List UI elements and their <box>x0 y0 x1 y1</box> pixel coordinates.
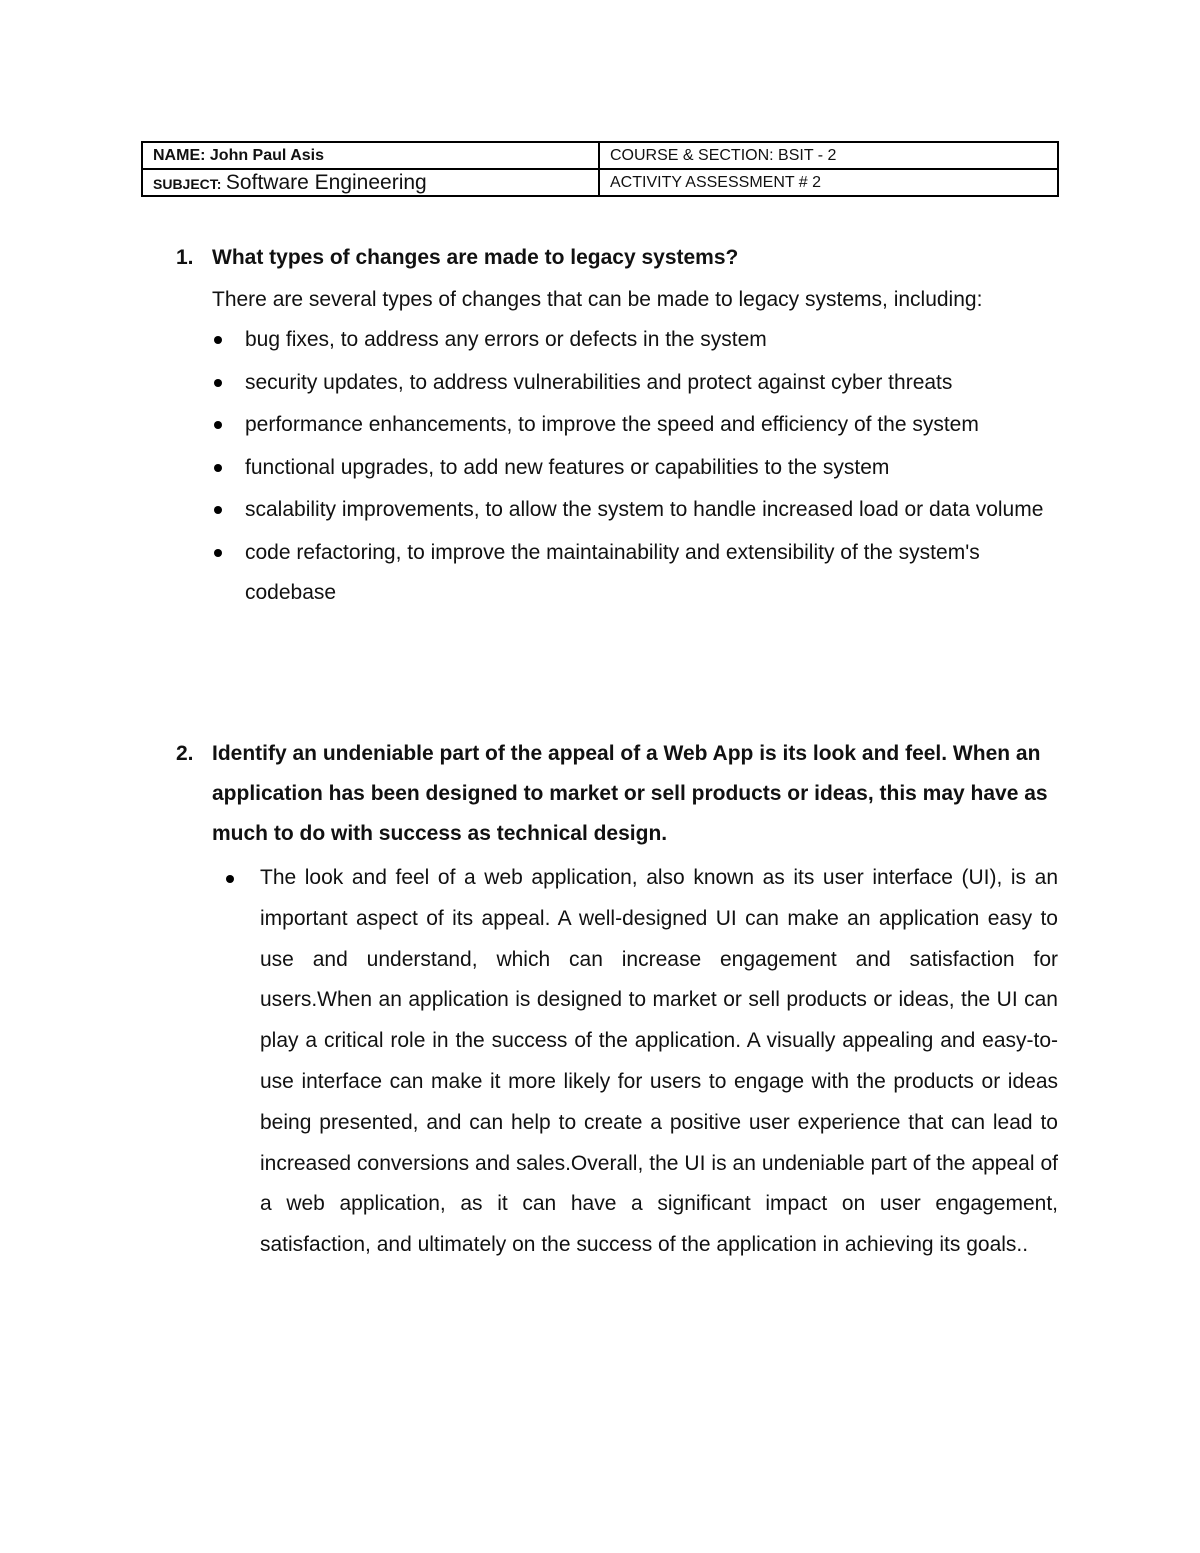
info-row-1 <box>142 142 1058 169</box>
changes-list <box>212 320 1072 615</box>
list-item: bug fixes, to address any errors or defects in the system <box>212 320 1072 360</box>
bullet-icon <box>214 336 222 344</box>
list-item: performance enhancements, to improve the speed and efficiency of the system <box>212 405 1072 445</box>
list-item: functional upgrades, to add new features or capabilities to the system <box>212 448 1072 488</box>
list-item: code refactoring, to improve the maintainability and extensibility of the system's codebase <box>212 533 1072 613</box>
bullet-icon <box>214 506 222 514</box>
activity-cell <box>599 169 1058 196</box>
list-item: scalability improvements, to allow the system to handle increased load or data volume <box>212 490 1072 530</box>
question-2-number: 2. <box>176 742 194 765</box>
name-cell <box>142 142 599 169</box>
question-1-number: 1. <box>176 246 194 269</box>
info-row-2 <box>142 169 1058 196</box>
question-2 <box>176 734 1061 854</box>
question-1-text: What types of changes are made to legacy systems? <box>212 246 739 269</box>
bullet-icon <box>226 875 234 883</box>
activity-title: ACTIVITY ASSESSMENT # 2 <box>610 173 822 191</box>
list-item: security updates, to address vulnerabilities and protect against cyber threats <box>212 363 1072 403</box>
course-value: BSIT - 2 <box>778 146 837 164</box>
question-2-answer <box>226 858 1058 1266</box>
subject-label: SUBJECT: <box>153 175 222 192</box>
bullet-icon <box>214 464 222 472</box>
question-1-intro: There are several types of changes that can be made to legacy systems, including: <box>212 288 983 311</box>
question-1 <box>176 238 1056 278</box>
student-info-table <box>141 141 1059 197</box>
answer-paragraph: The look and feel of a web application, also known as its user interface (UI), is an important aspect of its appeal. A well-designed UI can make an application easy to use and understand, which can increase engagement and satisfaction for users.When an application is designed to market or sell products or ideas, the UI can play a critical role in the success of the application. A visually appealing and easy-to-use interface can make it more likely for users to engage with the products or ideas being presented, and can help to create a positive user experience that can lead to increased conversions and sales.Overall, the UI is an undeniable part of the appeal of a web application, as it can have a significant impact on user engagement, satisfaction, and ultimately on the success of the application in achieving its goals.. <box>260 866 1058 1257</box>
course-label: COURSE & SECTION: <box>610 146 774 164</box>
subject-cell <box>142 169 599 196</box>
name-label: NAME: <box>153 146 206 164</box>
bullet-icon <box>214 549 222 557</box>
question-2-text: Identify an undeniable part of the appeal of a Web App is its look and feel. When an application has been designed to market or sell products or ideas, this may have as much to do with success as technical design. <box>212 742 1048 845</box>
bullet-icon <box>214 421 222 429</box>
bullet-icon <box>214 379 222 387</box>
name-value: John Paul Asis <box>209 146 324 164</box>
subject-value: Software Engineering <box>225 170 427 194</box>
course-cell <box>599 142 1058 169</box>
